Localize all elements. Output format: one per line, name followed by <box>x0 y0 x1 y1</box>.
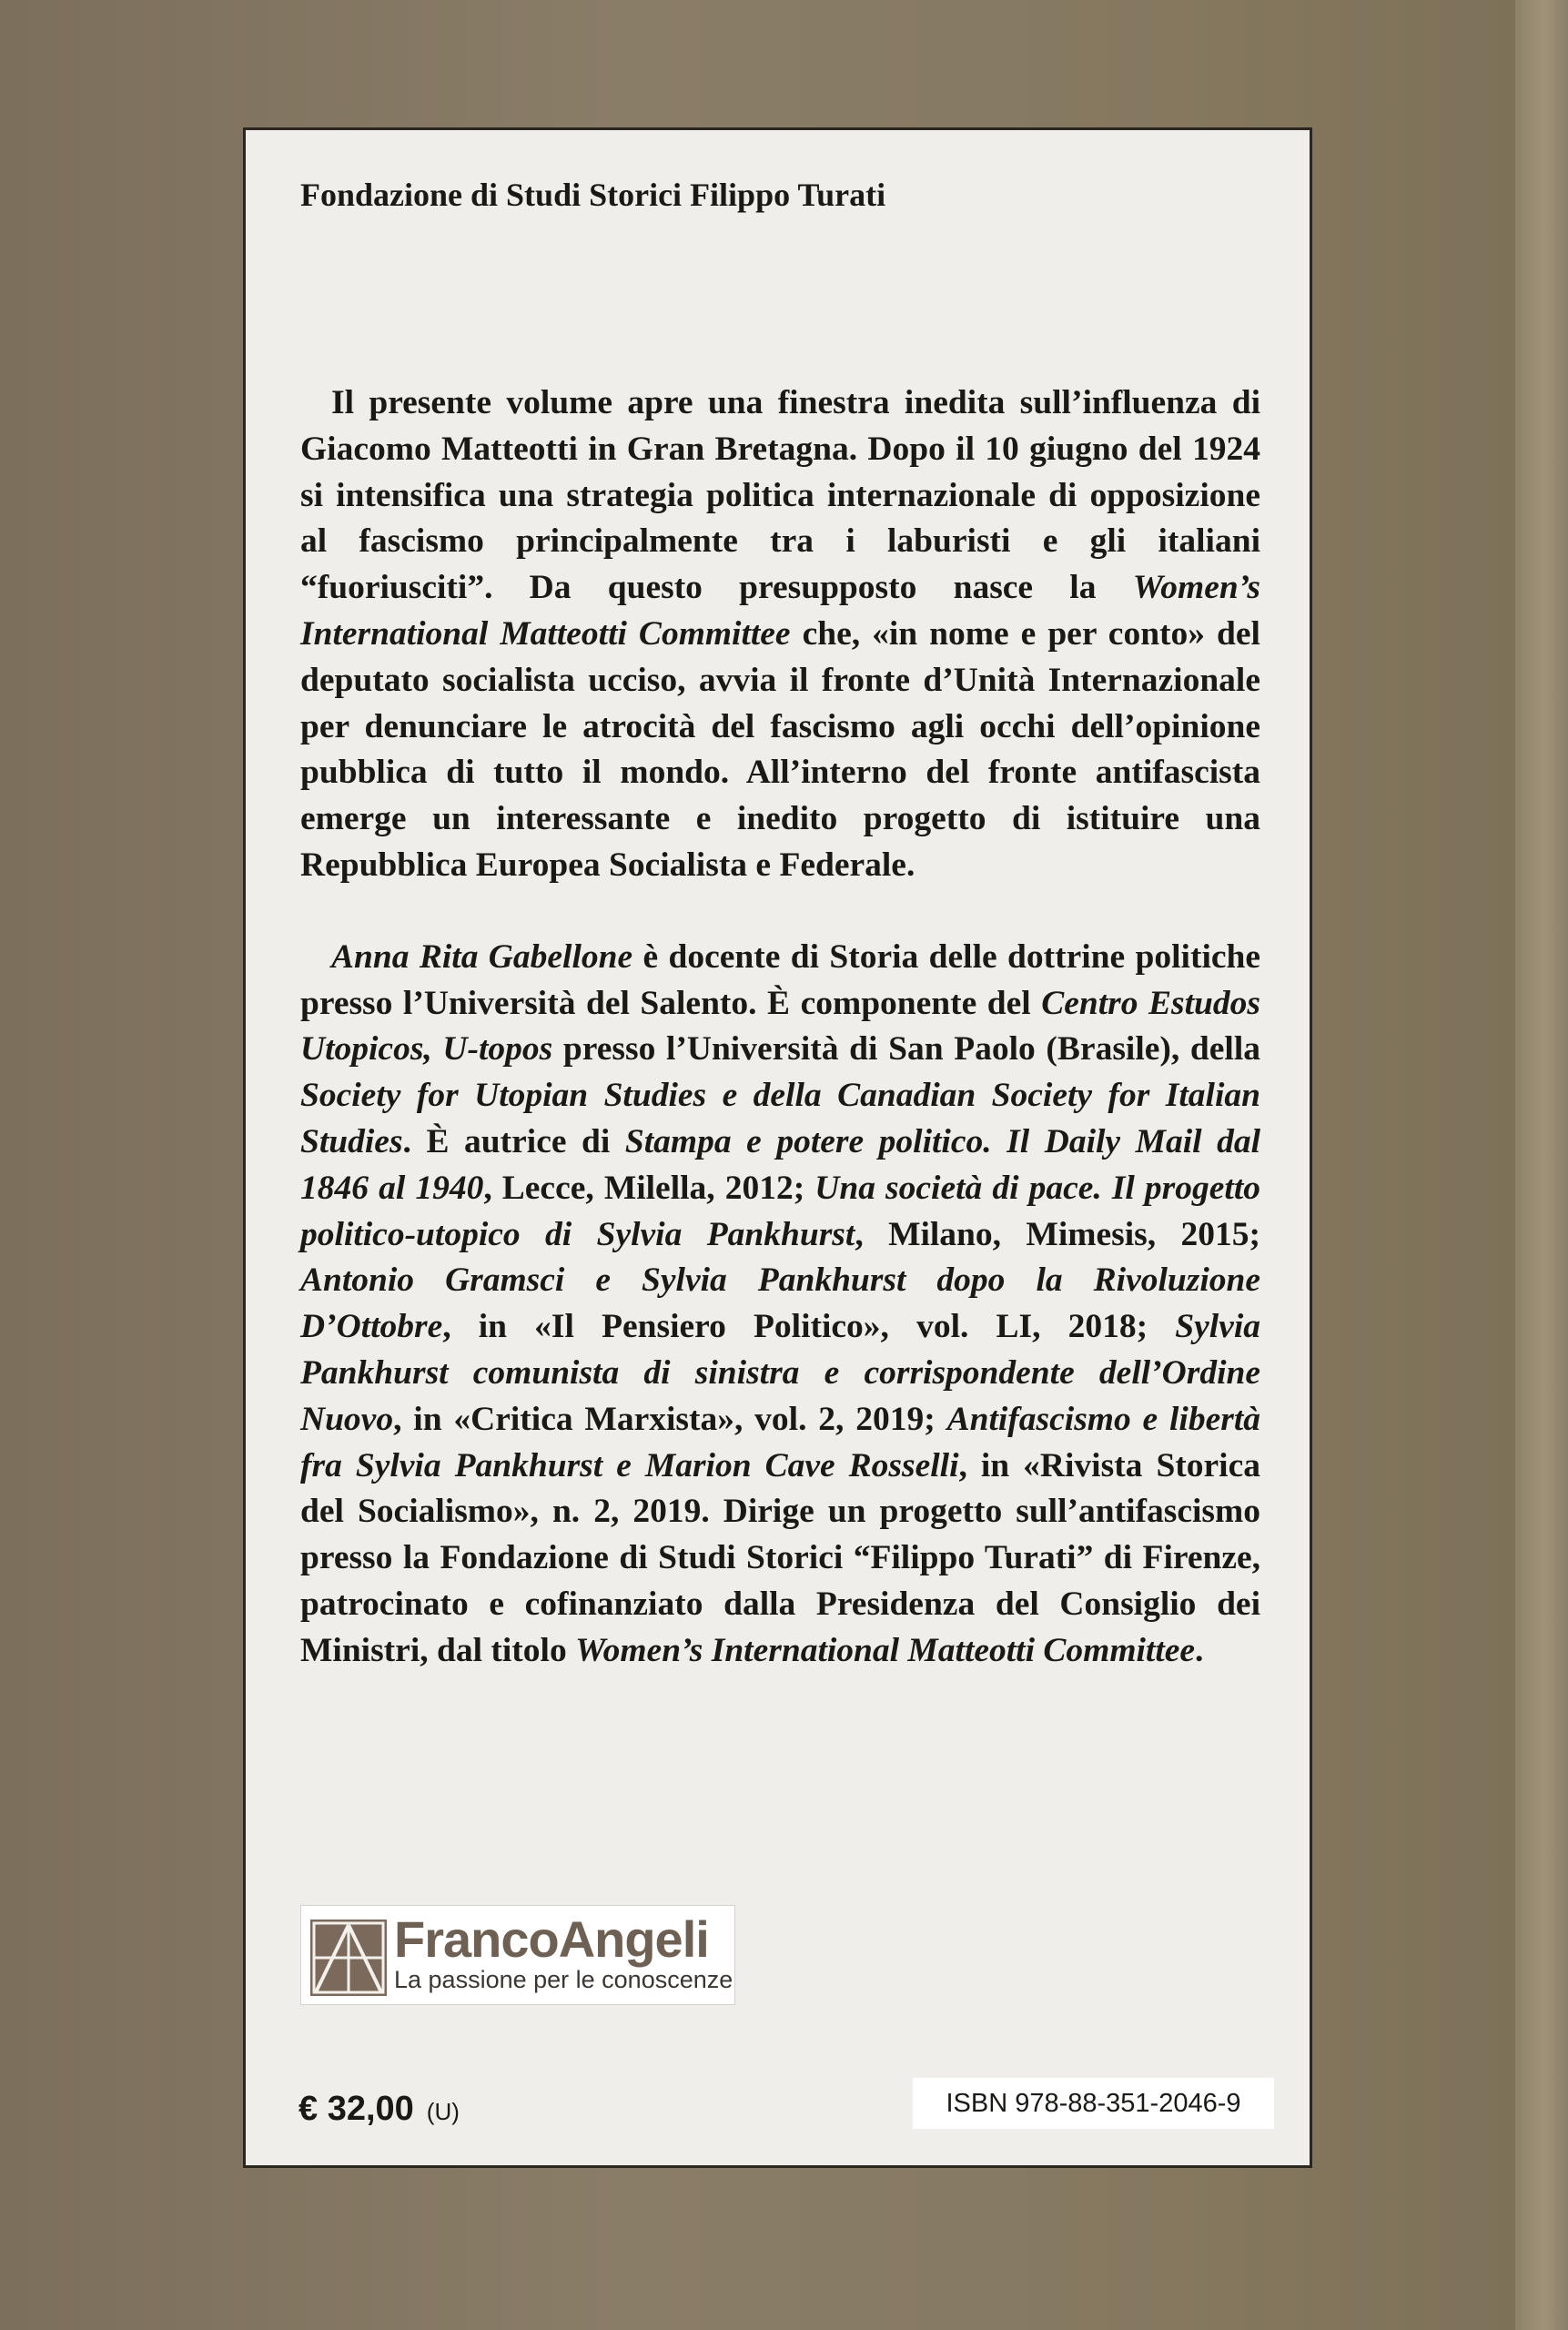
author-italic: Antifascismo e libertà fra Sylvia Pankhurst e Marion Cave Rosselli <box>300 1400 1261 1484</box>
publisher-name: FrancoAngeli <box>394 1910 709 1968</box>
author-italic: Sylvia Pankhurst comunista di sinistra e corrispondente dell’Ordine Nuovo <box>300 1308 1260 1438</box>
author-italic: Society for Utopian Studies e della Canadian Society for Italian Studies <box>300 1077 1260 1160</box>
blurb-paragraph <box>300 380 1260 889</box>
author-italic: Women’s International Matteotti Committee <box>575 1631 1196 1669</box>
price-amount: € 32,00 <box>298 2090 414 2128</box>
author-text: . È autrice di <box>402 1122 625 1160</box>
publisher-logo <box>300 1905 735 2005</box>
foundation-name: Fondazione di Studi Storici Filippo Turati <box>300 177 886 213</box>
blurb-text-2: che, «in nome e per conto» del deputato socialista ucciso, avvia il fronte d’Unità Internazionale per denunciare le atrocità del fascismo agli occhi dell’opinione pubblica di tutto il mondo. All’interno del fronte antifascista emerge un interessante e inedito progetto di istituire una Repubblica Europea Socialista e Federale. <box>300 614 1260 884</box>
author-italic: Centro Estudos Utopicos, U-topos <box>300 984 1261 1069</box>
author-paragraph <box>300 935 1260 1675</box>
author-text: , in «Critica Marxista», vol. 2, 2019; <box>393 1400 947 1438</box>
author-text: , Lecce, Milella, 2012; <box>483 1169 815 1207</box>
author-text: , in «Il Pensiero Politico», vol. LI, 2018; <box>442 1308 1176 1346</box>
price <box>298 2090 460 2129</box>
blurb-text-1: Il presente volume apre una finestra inedita sull’influenza di Giacomo Matteotti in Gran Bretagna. Dopo il 10 giugno del 1924 si intensifica una strategia politica internazionale di opposizione al fascismo principalmente tra i laburisti e gli italiani “fuoriusciti”. Da questo presupposto nasce la <box>300 384 1260 607</box>
price-code: (U) <box>426 2098 460 2125</box>
author-italic: Una società di pace. Il progetto politico-utopico di Sylvia Pankhurst <box>300 1169 1260 1253</box>
author-italic: Antonio Gramsci e Sylvia Pankhurst dopo la Rivoluzione D’Ottobre <box>300 1261 1260 1346</box>
committee-title: Women’s International Matteotti Committee <box>300 569 1260 653</box>
spine-edge <box>1515 0 1568 2330</box>
author-name: Anna Rita Gabellone <box>331 937 633 976</box>
publisher-mark-icon <box>310 1920 387 1996</box>
author-text: , Milano, Mimesis, 2015; <box>855 1215 1260 1253</box>
text-panel <box>243 127 1312 2168</box>
author-text: . <box>1195 1631 1204 1669</box>
author-italic: Stampa e potere politico. Il Daily Mail dal 1846 al 1940 <box>300 1122 1260 1207</box>
author-text: , in «Rivista Storica del Socialismo», n. 2, 2019. Dirige un progetto sull’antifascismo presso la Fondazione di Studi Storici “Filippo Turati” di Firenze, patrocinato e cofinanziato dalla Presidenza del Consiglio dei Ministri, dal titolo <box>300 1446 1260 1669</box>
publisher-tagline: La passione per le conoscenze <box>394 1966 733 1993</box>
author-text: presso l’Università di San Paolo (Brasile), della <box>552 1030 1260 1069</box>
isbn-label: ISBN 978-88-351-2046-9 <box>913 2078 1274 2129</box>
body-text <box>300 380 1260 1675</box>
author-text: è docente di Storia delle dottrine politiche presso l’Università del Salento. È componente del <box>300 937 1261 1022</box>
